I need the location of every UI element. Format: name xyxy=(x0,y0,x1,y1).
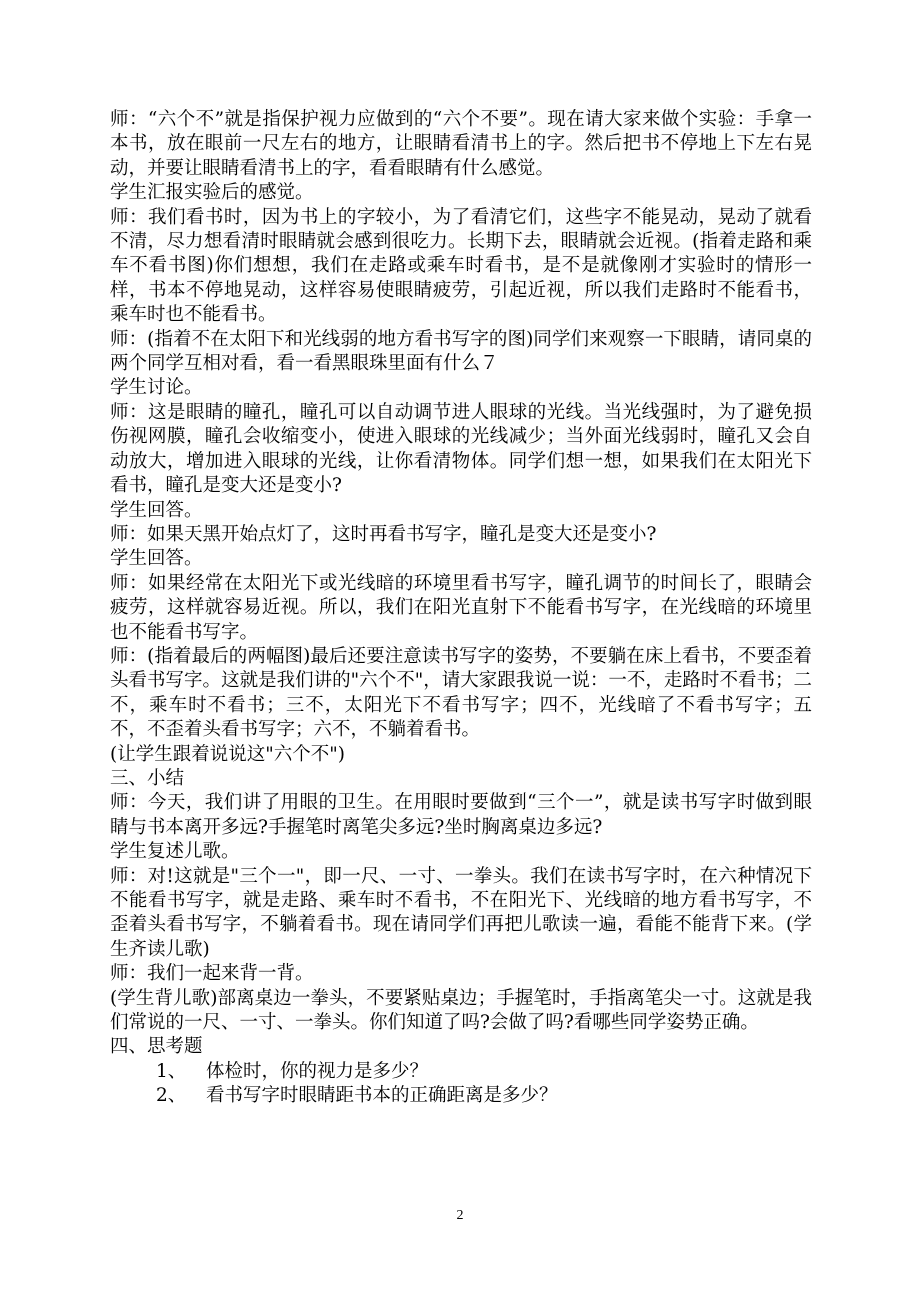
question-item xyxy=(110,1084,812,1108)
page-number: 2 xyxy=(456,1208,464,1223)
paragraph-recite-together: 师：我们一起来背一背。 xyxy=(110,963,314,985)
paragraph-summary-details: 师：对!这就是"三个一"，即一尺、一寸、一拳头。我们在读书写字时，在六种情况下不能看书写字，就是走路、乘车时不看书，不在阳光下、光线暗的地方看书写字，不歪着头看书写字，不躺着看书。现在请同学们再把儿歌读一遍，看能不能背下来。(学生齐读儿歌) xyxy=(110,865,812,960)
paragraph-pupil-explanation: 师：这是眼睛的瞳孔，瞳孔可以自动调节进人眼球的光线。当光线强时，为了避免损伤视网膜，瞳孔会收缩变小，使进入眼球的光线减少；当外面光线弱时，瞳孔又会自动放大，增加进入眼球的光线，让你看清物体。同学们想一想，如果我们在太阳光下看书，瞳孔是变大还是变小? xyxy=(110,401,812,497)
paragraph-light-conditions: 师：如果经常在太阳光下或光线暗的环境里看书写字，瞳孔调节的时间长了，眼睛会疲劳，这样就容易近视。所以，我们在阳光直射下不能看书写字，在光线暗的环境里也不能看书写字。 xyxy=(110,572,812,643)
paragraph-student-discussion: 学生讨论。 xyxy=(110,377,203,399)
section-heading-summary: 三、小结 xyxy=(110,767,185,789)
paragraph-six-nots: 师：(指着最后的两幅图)最后还要注意读书写字的姿势，不要躺在床上看书，不要歪着头看书写字。这就是我们讲的"六个不"，请大家跟我说一说：一不，走路时不看书；二不，乘车时不看书；三不，太阳光下不看书写字；四不，光线暗了不看书写字；五不，不歪着头看书写字；六不，不躺着看书。 xyxy=(110,645,812,741)
document-body xyxy=(110,108,812,1109)
paragraph-rhyme-recital: (学生背儿歌)部离桌边一拳头，不要紧贴桌边；手握笔时，手指离笔尖一寸。这就是我们常说的一尺、一寸、一拳头。你们知道了吗?会做了吗?看哪些同学姿势正确。 xyxy=(110,987,812,1034)
paragraph-observe-eyes: 师：(指着不在太阳下和光线弱的地方看书写字的图)同学们来观察一下眼睛，请同桌的两个同学互相对看，看一看黑眼珠里面有什么７ xyxy=(110,328,812,375)
question-text: 看书写字时眼睛距书本的正确距离是多少？ xyxy=(206,1085,558,1107)
paragraph-student-report: 学生汇报实验后的感觉。 xyxy=(110,182,314,204)
question-item xyxy=(110,1060,812,1084)
paragraph-experiment-intro: 师：“六个不”就是指保护视力应做到的“六个不要”。现在请大家来做个实验：手拿一本书，放在眼前一尺左右的地方，让眼睛看清书上的字。然后把书不停地上下左右晃动，并要让眼睛看清书上的字，看看眼睛有什么感觉。 xyxy=(110,109,812,179)
question-text: 体检时，你的视力是多少？ xyxy=(206,1060,429,1082)
paragraph-lamp-question: 师：如果天黑开始点灯了，这时再看书写字，瞳孔是变大还是变小? xyxy=(110,523,657,545)
question-number: 1、 xyxy=(156,1060,187,1082)
paragraph-retell-rhyme: 学生复述儿歌。 xyxy=(110,841,240,863)
paragraph-student-answer-1: 学生回答。 xyxy=(110,499,203,521)
section-heading-questions: 四、思考题 xyxy=(110,1036,203,1058)
question-number: 2、 xyxy=(156,1085,187,1107)
paragraph-repeat-six-nots: (让学生跟着说说这"六个不") xyxy=(110,743,345,765)
paragraph-three-ones: 师：今天，我们讲了用眼的卫生。在用眼时要做到“三个一”，就是读书写字时做到眼睛与书本离开多远?手握笔时离笔尖多远?坐时胸离桌边多远? xyxy=(110,792,812,838)
paragraph-reading-while-moving: 师：我们看书时，因为书上的字较小，为了看清它们，这些字不能晃动，晃动了就看不清，尽力想看清时眼睛就会感到很吃力。长期下去，眼睛就会近视。(指着走路和乘车不看书图)你们想想，我们在走路或乘车时看书，是不是就像刚才实验时的情形一样，书本不停地晃动，这样容易使眼睛疲劳，引起近视，所以我们走路时不能看书，乘车时也不能看书。 xyxy=(110,206,812,326)
paragraph-student-answer-2: 学生回答。 xyxy=(110,548,203,570)
